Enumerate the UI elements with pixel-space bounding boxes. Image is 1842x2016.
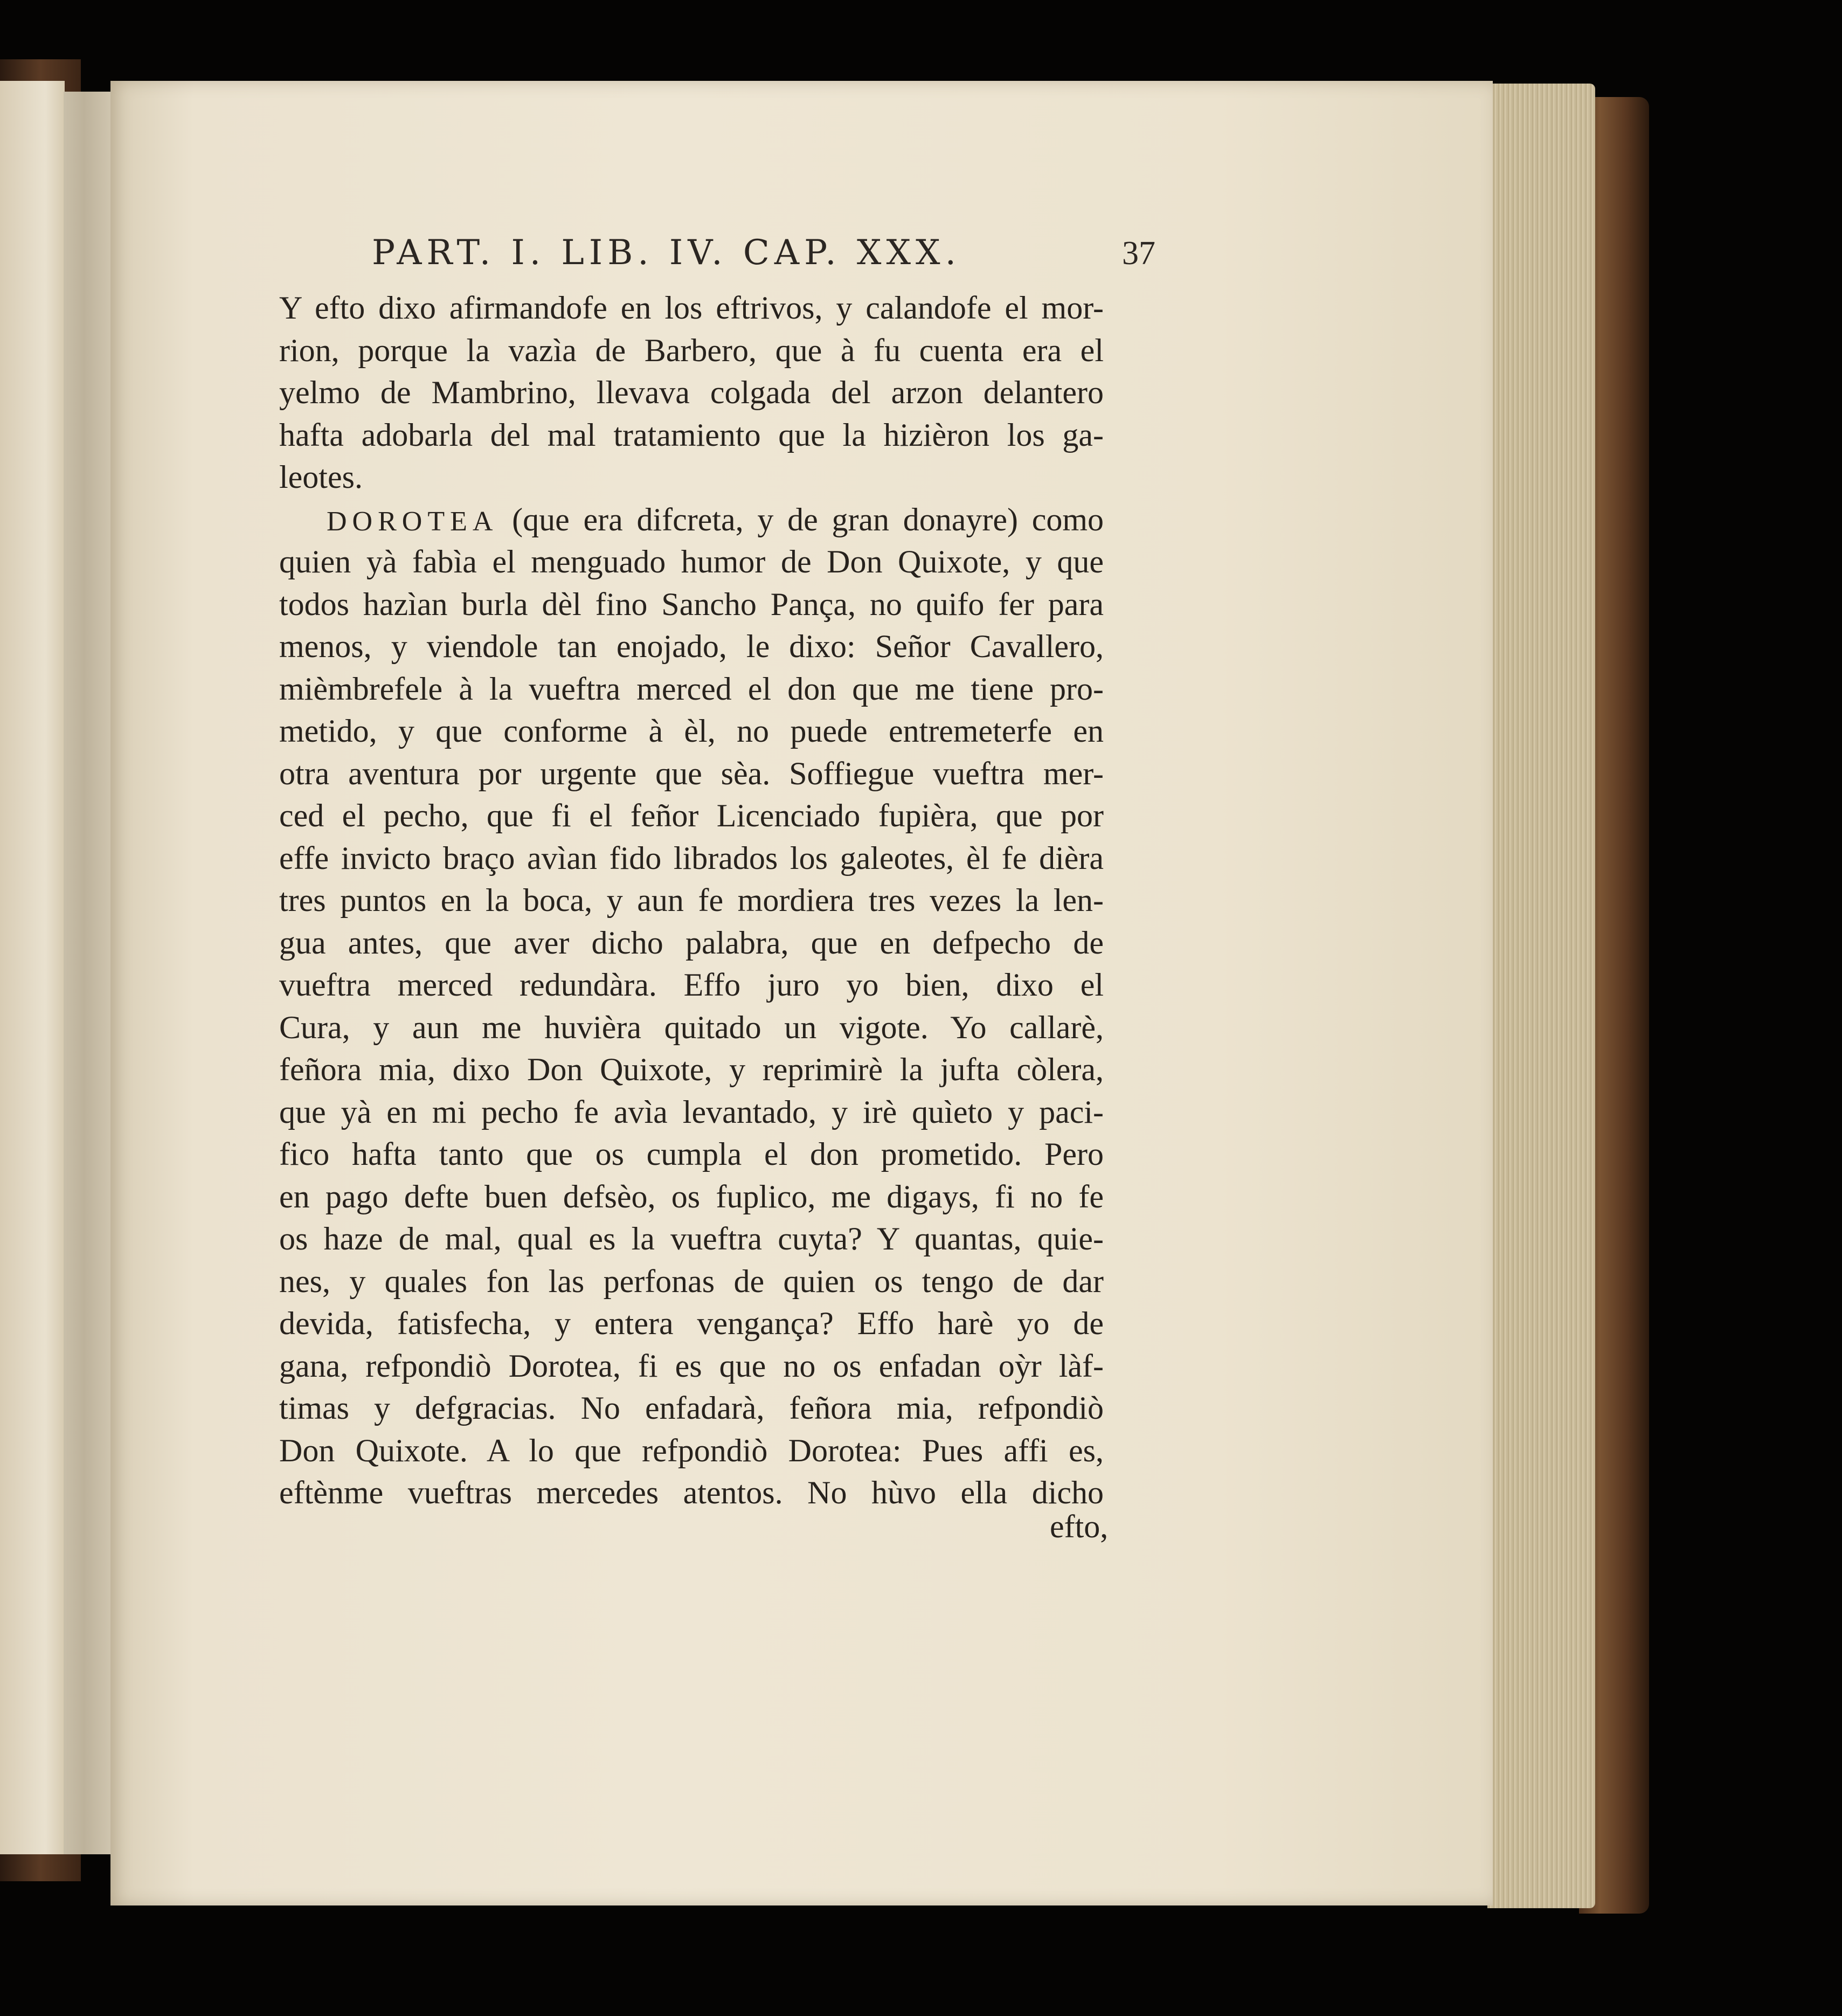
text-line: todos hazìan burla dèl fino Sancho Pança, no quifo fer para: [279, 586, 1104, 622]
text-line: effe invicto braço avìan fido librados los galeotes, èl fe dièra: [279, 840, 1104, 876]
text-line: otra aventura por urgente que sèa. Soffiegue vueftra mer-: [279, 755, 1104, 791]
text-line: eftènme vueftras mercedes atentos. No hùvo ella dicho: [279, 1475, 1104, 1510]
gutter-shadow: [64, 92, 115, 1854]
text-line: timas y defgracias. No enfadarà, feñora mia, refpondiò: [279, 1390, 1104, 1426]
text-line: quien yà fabìa el menguado humor de Don Quixote, y que: [279, 544, 1104, 579]
text-line: metido, y que conforme à èl, no puede entremeterfe en: [279, 713, 1104, 749]
text-line: fico hafta tanto que os cumpla el don prometido. Pero: [279, 1136, 1104, 1172]
text-line: ced el pecho, que fi el feñor Licenciado fupièra, que por: [279, 798, 1104, 833]
catchword: efto,: [1050, 1509, 1109, 1544]
left-page: [0, 81, 65, 1854]
text-line: devida, fatisfecha, y entera vengança? Effo harè yo de: [279, 1306, 1104, 1341]
running-head: PART. I. LIB. IV. CAP. XXX.: [372, 233, 961, 273]
text-line: menos, y viendole tan enojado, le dixo: Señor Cavallero,: [279, 629, 1104, 664]
text-line: vueftra merced redundàra. Effo juro yo bien, dixo el: [279, 967, 1104, 1003]
text-line: en pago defte buen defsèo, os fuplico, me digays, fi no fe: [279, 1178, 1104, 1214]
speaker-name: DOROTEA: [327, 506, 498, 537]
text-line: feñora mia, dixo Don Quixote, y reprimirè la jufta còlera,: [279, 1052, 1104, 1087]
text-line: Don Quixote. A lo que refpondiò Dorotea: Pues affi es,: [279, 1432, 1104, 1468]
text-line: gua antes, que aver dicho palabra, que en defpecho de: [279, 924, 1104, 961]
text-line: yelmo de Mambrino, llevava colgada del arzon delantero: [279, 375, 1104, 410]
paragraph-start-line: [279, 499, 1104, 541]
text-line: que yà en mi pecho fe avìa levantado, y irè quìeto y paci-: [279, 1094, 1104, 1130]
body-text: [279, 287, 1104, 1514]
text-line: leotes.: [279, 459, 363, 495]
text-line: Cura, y aun me huvièra quitado un vigote. Yo callarè,: [279, 1009, 1104, 1045]
text-line: hafta adobarla del mal tratamiento que la hizièron los ga-: [279, 417, 1104, 453]
text-line: tres puntos en la boca, y aun fe mordiera tres vezes la len-: [279, 882, 1104, 918]
text-line: os haze de mal, qual es la vueftra cuyta? Y quantas, quie-: [279, 1221, 1104, 1256]
text-line: nes, y quales fon las perfonas de quien os tengo de dar: [279, 1263, 1104, 1299]
text-line: gana, refpondiò Dorotea, fi es que no os enfadan oỳr làf-: [279, 1348, 1104, 1384]
text-line: Y efto dixo afirmandofe en los eftrivos, y calandofe el mor-: [279, 290, 1104, 326]
text-line: rion, porque la vazìa de Barbero, que à fu cuenta era el: [279, 332, 1104, 368]
text-line: (que era difcreta, y de gran donayre) como: [512, 501, 1104, 537]
text-line: mièmbrefele à la vueftra merced el don que me tiene pro-: [279, 671, 1104, 707]
page-edges: [1487, 84, 1595, 1908]
page-number: 37: [1122, 235, 1155, 272]
